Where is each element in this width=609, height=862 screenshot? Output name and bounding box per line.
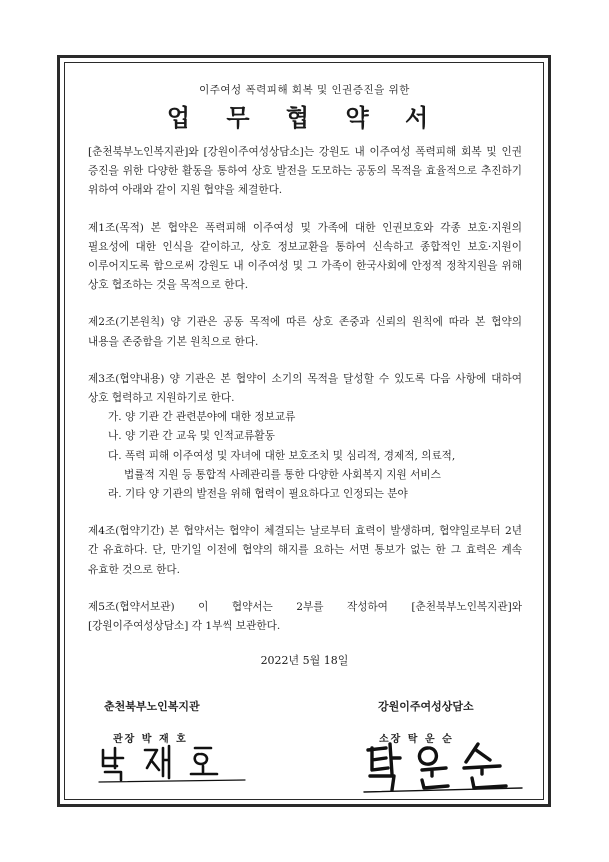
list-item: 다. 폭력 피해 이주여성 및 자녀에 대한 보호조치 및 심리적, 경제적, 의료적, 법률적 지원 등 통합적 사례관리를 통한 다양한 사회복지 지원 서비스	[88, 447, 522, 485]
agreement-date: 2022년 5월 18일	[260, 654, 349, 667]
signatory-right-org: 강원이주여성상담소	[378, 700, 474, 713]
signatory-left-rep: 관장 박 재 호	[113, 734, 188, 745]
signature-right-image	[362, 736, 532, 794]
list-item-continuation: 법률적 지원 등 통합적 사례관리를 통한 다양한 사회복지 지원 서비스	[124, 468, 441, 481]
article-3: 제3조(협약내용) 양 기관은 본 협약이 소기의 목적을 달성할 수 있도록 다음 사항에 대하여 상호 협력하고 지원하기로 한다.	[88, 372, 522, 405]
article-3-list	[88, 408, 522, 504]
list-item: 나. 양 기관 간 교육 및 인적교류활동	[108, 430, 275, 443]
article-4: 제4조(협약기간) 본 협약서는 협약이 체결되는 날로부터 효력이 발생하며, 협약일로부터 2년 간 유효하다. 단, 만기일 이전에 협약의 해지를 요하는 서면 통보가 없는 한 그 효력은 계속 유효한 것으로 한다.	[88, 525, 522, 576]
document-title: 업 무 협 약 서	[166, 103, 443, 132]
signatory-right-rep: 소장 탁 운 순	[379, 734, 454, 745]
signatory-left-org: 춘천북부노인복지관	[104, 700, 200, 713]
intro-paragraph: [춘천북부노인복지관]와 [강원이주여성상담소]는 강원도 내 이주여성 폭력피해 회복 및 인권 증진을 위한 다양한 활동을 통하여 상호 발전을 도모하는 공동의 목적을 효율적으로 추진하기 위하여 아래와 같이 지원 협약을 체결한다.	[88, 146, 522, 197]
list-item: 라. 기타 양 기관의 발전을 위해 협력이 필요하다고 인정되는 분야	[108, 488, 408, 501]
article-2: 제2조(기본원칙) 양 기관은 공동 목적에 따른 상호 존중과 신뢰의 원칙에 따라 본 협약의 내용을 존중함을 기본 원칙으로 한다.	[88, 316, 522, 348]
signature-left-image	[95, 740, 255, 784]
document-subtitle: 이주여성 폭력피해 회복 및 인권증진을 위한	[199, 84, 410, 96]
article-1: 제1조(목적) 본 협약은 폭력피해 이주여성 및 가족에 대한 인권보호와 각종 보호·지원의 필요성에 대한 인식을 같이하고, 상호 정보교환을 통하여 신속하고 종합적인 보호·지원이 이루어지도록 함으로써 강원도 내 이주여성 및 그 가족이 한국사회에 안정적 정착지원을 위해 상호 협조하는 것을 목적으로 한다.	[88, 221, 522, 292]
list-item: 가. 양 기관 간 관련분야에 대한 정보교류	[108, 411, 296, 424]
document-body	[88, 143, 522, 636]
article-5: 제5조(협약서보관) 이 협약서는 2부를 작성하여 [춘천북부노인복지관]와 [강원이주여성상담소] 각 1부씩 보관한다.	[88, 600, 522, 633]
